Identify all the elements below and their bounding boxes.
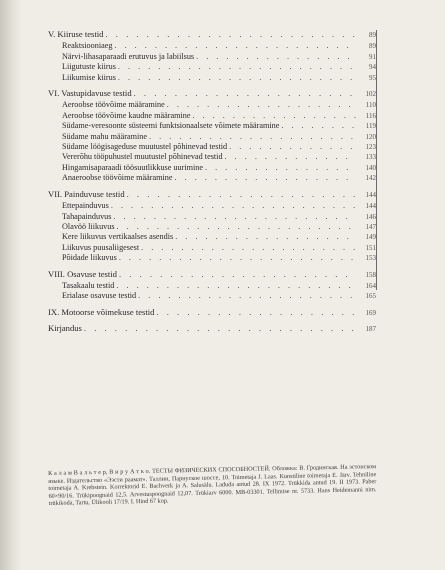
toc-entry [48,100,376,110]
toc-entry-label: Aeroobse töövõime määramine [62,100,165,110]
toc-page-number: 142 [365,174,376,183]
dot-leader [281,121,356,130]
toc-page-number: 89 [369,31,376,39]
toc-page-number: 169 [365,308,376,317]
toc-entry-label: Kirjandus [48,323,82,334]
toc-entry [48,163,376,173]
toc-entry-label: Südame mahu määramine [62,131,148,141]
toc-page-number: 151 [365,243,376,252]
toc-entry-label: VIII. Osavuse testid [48,268,117,279]
page-spine-shadow [0,0,22,570]
toc-page-number: 165 [365,292,376,301]
toc-entry-label: Südame-veresoonte süsteemi funktsionaalsete võimete määramine [62,121,280,131]
dot-leader [156,308,356,317]
dot-leader [84,324,356,333]
dot-leader [141,243,356,252]
toc-entry-label: Tasakaalu testid [62,280,115,290]
toc-entry [48,291,376,301]
toc-entry [48,111,376,121]
toc-page-number: 153 [365,254,376,263]
toc-page-number: 116 [365,111,376,120]
toc-entry-label: Südame löögisageduse muutustel põhinevad testid [62,142,228,152]
dot-leader [205,163,356,172]
toc-entry [48,41,376,51]
toc-section [48,324,376,334]
toc-page-number: 149 [365,233,376,242]
toc-page-number: 119 [365,122,376,131]
toc-entry-label: Vererõhu tööpuhustel muutustel põhinevad testid [62,152,223,162]
toc-page-number: 146 [365,212,376,221]
dot-leader [127,190,356,199]
toc-entry [48,222,376,232]
toc-page-number: 164 [365,281,376,290]
toc-page-number: 95 [369,73,376,82]
toc-page-number: 144 [365,202,376,211]
toc-entry [48,201,376,211]
toc-page-number: 133 [365,153,376,162]
toc-entry-label: Aeroobse töövõime kaudne määramine [62,110,191,120]
toc-page-number: 147 [365,222,376,231]
toc-entry-label: Reaktsiooniaeg [62,41,113,51]
toc-page-number: 187 [365,325,376,334]
toc-entry-label: Põidade liikuvus [62,253,117,263]
table-of-contents [48,29,377,334]
toc-section-heading [48,30,376,40]
toc-entry-label: Kere liikuvus vertikaalses asendis [62,232,174,242]
dot-leader [167,100,356,109]
dot-leader [118,73,356,82]
toc-section [48,270,376,302]
dot-leader [105,30,356,39]
toc-entry-label: V. Kiiruse testid [48,29,104,39]
toc-entry-label: Liikuvus puusaliigesest [62,242,140,252]
dot-leader [225,152,356,161]
toc-entry-label: IX. Motoorse võimekuse testid [48,306,155,317]
toc-page-number: 102 [365,90,376,99]
toc-section-heading [48,308,376,318]
toc-entry-label: Liikumise kiirus [62,72,116,82]
dot-leader [149,132,356,141]
toc-entry-label: Ettepainduvus [62,201,109,211]
dot-leader [175,173,357,182]
toc-entry-label: Erialase osavuse testid [62,291,137,301]
toc-entry [48,253,376,263]
toc-page-number: 91 [369,52,376,61]
dot-leader [119,253,356,262]
toc-section [48,30,376,83]
toc-entry [48,212,376,222]
dot-leader [138,291,356,300]
toc-page-number: 123 [365,143,376,152]
toc-page-number: 144 [365,190,376,199]
toc-entry [48,243,376,253]
toc-page-number: 110 [365,101,376,110]
toc-entry-label: Hingamisaparaadi töösuutlikkuse uurimine [62,162,203,172]
dot-leader [111,201,356,210]
dot-leader [134,89,356,98]
dot-leader [118,62,356,71]
toc-entry [48,62,376,72]
dot-leader [113,212,356,221]
toc-section-heading [48,89,376,99]
toc-entry-label: Anaeroobse töövõime määramine [62,173,173,183]
toc-section [48,190,376,264]
toc-section-heading [48,270,376,280]
dot-leader [119,270,356,279]
dot-leader [196,52,356,61]
toc-page-number: 140 [365,163,376,172]
toc-entry [48,52,376,62]
colophon: К а л а м В а л ь т е р, В и р у А т к о. ТЕСТЫ ФИЗИЧЕСКИХ СПОСОБНОСТЕЙ. Обложка: В. Гродинская. На эстонском языке. Издательство «Ээсти раамат». Таллин, Парнуское шоссе, 10. Toimetaja J. Laas. Kunstiline toimetaja E. Järv. Tehniline toimetaja A. Krebstein. Korrektorid E. Bachverk ja A. Salusälu. Laduda antud 28. IX 1972. Trükkida antud 19. II 1973. Paber 60×90/16. Trükipoognaid 12,5. Arvestuspoognaid 12,07. Trükiarv 6000. MB-03301. Tellimise nr. 5733. Hans Heidemanni nim. trükikoda, Tartu, Ülikooli 17/19. I. Hind 67 kop. [48,463,377,508]
toc-entry [48,121,376,131]
toc-section-heading [48,190,376,200]
toc-page-number: 94 [369,63,376,72]
toc-entry [48,152,376,162]
toc-entry-label: VI. Vastupidavuse testid [48,88,132,99]
toc-page-number: 120 [365,132,376,141]
toc-entry [48,232,376,242]
toc-entry [48,132,376,142]
toc-entry-label: Tahapainduvus [62,211,112,221]
toc-entry-label: Liigutuste kiirus [62,62,116,72]
dot-leader [117,222,356,231]
dot-leader [192,111,356,120]
dot-leader [116,281,356,290]
toc-entry-label: Olavöö liikuvus [62,221,115,231]
toc-entry [48,281,376,291]
toc-page-number: 89 [369,42,376,51]
toc-page-number: 158 [365,270,376,279]
toc-entry [48,73,376,83]
dot-leader [229,142,356,151]
toc-entry [48,142,376,152]
dot-leader [175,232,356,241]
toc-entry-label: VII. Painduvuse testid [48,188,125,199]
toc-section [48,308,376,318]
toc-entry-label: Närvi-lihasaparaadi erutuvus ja labiilsus [62,51,195,61]
dot-leader [114,41,356,50]
toc-entry [48,173,376,183]
toc-section [48,89,376,184]
toc-section-heading [48,324,376,334]
